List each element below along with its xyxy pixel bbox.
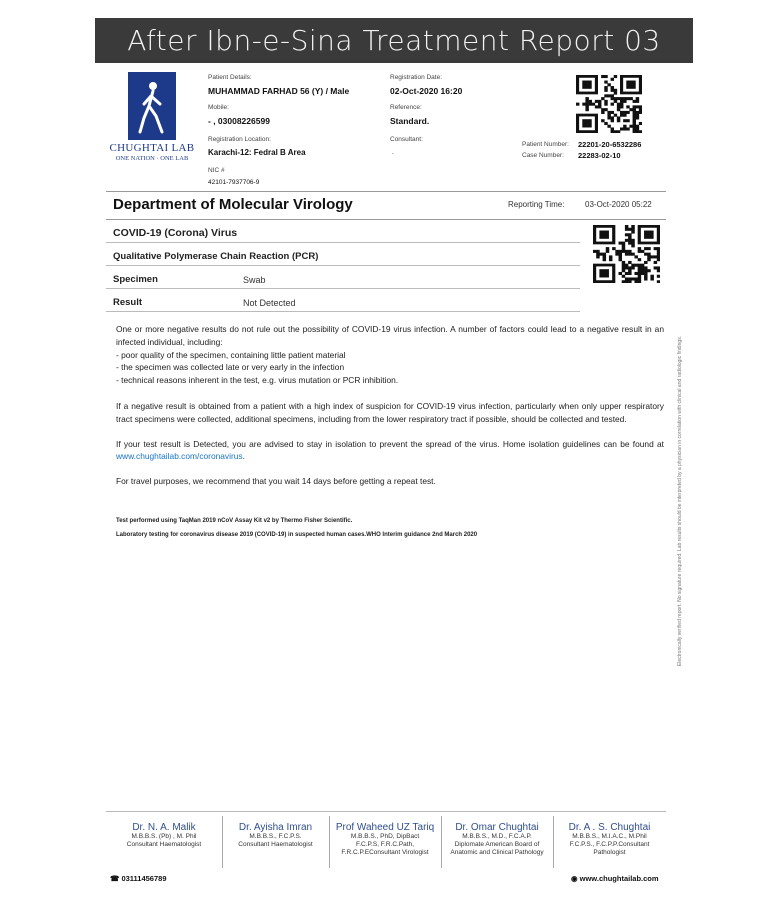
doctor-1-qual-1: M.B.B.S. (Pb) , M. Phil bbox=[131, 833, 197, 840]
interpretation-bullet-2: - the specimen was collected late or very early in the infection bbox=[116, 362, 345, 373]
patient-details-label: Patient Details: bbox=[208, 74, 252, 81]
website-url: www.chughtailab.com bbox=[579, 874, 659, 883]
test-method-row bbox=[106, 244, 580, 266]
phone-icon: ☎ bbox=[110, 874, 122, 883]
doctor-3-qual-1: M.B.B.S., PhD, DipBact bbox=[350, 833, 420, 840]
nic-value: 42101-7937706-9 bbox=[208, 179, 260, 186]
doctor-1-name: Dr. N. A. Malik bbox=[132, 822, 196, 833]
doctor-2-qual-2: Consultant Haematologist bbox=[238, 841, 313, 848]
doctor-3-qual-3: F.R.C.P.EConsultant Virologist bbox=[341, 849, 429, 856]
patient-number: 22201-20-6532286 bbox=[578, 140, 642, 149]
department-bottom-divider bbox=[106, 219, 666, 220]
result-row bbox=[106, 290, 580, 312]
department-top-divider bbox=[106, 191, 666, 192]
doctor-4-qual-2: Diplomate American Board of bbox=[454, 841, 540, 848]
case-number: 22283-02-10 bbox=[578, 151, 621, 160]
mobile-label: Mobile: bbox=[208, 104, 229, 111]
consultant-value: . bbox=[392, 149, 394, 156]
doctor-2-name: Dr. Ayisha Imran bbox=[238, 822, 313, 833]
interpretation-para-2: If a negative result is obtained from a patient with a high index of suspicion for COVID-19 virus infection, particularly when only upper respiratory tract specimens were collected, additional specimens, including from the lower respiratory tract if possible, should be collected and tested. bbox=[116, 400, 664, 424]
doctor-1-qual-2: Consultant Haematologist bbox=[126, 841, 202, 848]
interpretation-para-1 bbox=[116, 323, 664, 387]
interpretation-bullet-3: - technical reasons inherent in the test, e.g. virus mutation or PCR inhibition. bbox=[116, 375, 399, 386]
logo-emblem bbox=[128, 72, 176, 140]
doctor-3 bbox=[329, 822, 441, 857]
reporting-time-label: Reporting Time: bbox=[508, 200, 565, 209]
reference-value: Standard. bbox=[390, 116, 430, 126]
registration-date: 02-Oct-2020 16:20 bbox=[390, 86, 463, 96]
who-guidance-note: Laboratory testing for coronavirus disease 2019 (COVID-19) in suspected human cases.WHO Interim guidance 2nd March 2020 bbox=[116, 532, 478, 538]
result-value: Not Detected bbox=[243, 298, 296, 308]
lab-name: CHUGHTAI LAB bbox=[109, 142, 195, 154]
doctor-2 bbox=[222, 822, 329, 849]
doctor-1 bbox=[106, 822, 222, 849]
registration-date-label: Registration Date: bbox=[390, 74, 443, 81]
doctor-5-qual-2: F.C.P.S., F.C.P.P.Consultant bbox=[569, 841, 650, 848]
consultant-label: Consultant: bbox=[390, 136, 423, 143]
assay-note: Test performed using TaqMan 2019 nCoV Assay Kit v2 by Thermo Fisher Scientific. bbox=[116, 518, 353, 524]
nic-label: NIC # bbox=[208, 167, 225, 174]
doctor-4-qual-3: Anatomic and Clinical Pathology bbox=[450, 849, 544, 856]
footer-divider bbox=[106, 811, 666, 812]
side-note-text: Electronically verified report. No signature required. Lab results should be interpreted by a physician in correlation with clinical and radiologic findings. bbox=[677, 335, 683, 667]
qr-code-result bbox=[593, 225, 660, 283]
doctor-5-qual-1: M.B.B.S., M.I.A.C., M.Phil bbox=[572, 833, 647, 840]
specimen-value: Swab bbox=[243, 275, 266, 285]
test-name: COVID-19 (Corona) Virus bbox=[113, 227, 238, 239]
test-name-row bbox=[106, 221, 580, 243]
doctor-4-qual-1: M.B.B.S., M.D., F.C.A.P. bbox=[462, 833, 532, 840]
specimen-row bbox=[106, 267, 580, 289]
lab-logo bbox=[106, 70, 198, 170]
interpretation-text bbox=[116, 323, 664, 500]
mobile-value: - , 03008226599 bbox=[208, 116, 270, 126]
patient-number-label: Patient Number: bbox=[522, 141, 569, 148]
reporting-time: 03-Oct-2020 05:22 bbox=[585, 200, 652, 209]
doctor-3-name: Prof Waheed UZ Tariq bbox=[335, 822, 435, 833]
doctor-4 bbox=[441, 822, 553, 857]
location-value: Karachi-12: Fedral B Area bbox=[208, 148, 306, 157]
location-label: Registration Location: bbox=[208, 136, 271, 143]
test-method: Qualitative Polymerase Chain Reaction (PCR) bbox=[113, 251, 319, 262]
footer-website[interactable] bbox=[571, 874, 659, 883]
footer-phone bbox=[110, 874, 167, 883]
isolation-text: If your test result is Detected, you are advised to stay in isolation to prevent the spread of the virus. Home isolation guidelines can be found at bbox=[116, 438, 664, 449]
result-label: Result bbox=[113, 297, 143, 308]
doctor-5-qual-3: Pathologist bbox=[593, 849, 626, 856]
phone-number: 03111456789 bbox=[121, 874, 167, 883]
case-number-label: Case Number: bbox=[522, 152, 564, 159]
interpretation-p1: One or more negative results do not rule out the possibility of COVID-19 virus infection. A number of factors could lead to a negative result in an infected individual, including: bbox=[116, 324, 664, 347]
coronavirus-link[interactable]: www.chughtailab.com/coronavirus bbox=[116, 451, 243, 462]
qr-code-top bbox=[576, 75, 642, 133]
department-title: Department of Molecular Virology bbox=[113, 196, 353, 213]
interpretation-para-3: If your test result is Detected, you are advised to stay in isolation to prevent the spread of the virus. Home isolation guidelines can be found at www.chughtailab.com/coronavirus. bbox=[116, 438, 664, 462]
interpretation-para-4: For travel purposes, we recommend that you wait 14 days before getting a repeat test. bbox=[116, 476, 436, 487]
interpretation-bullet-1: - poor quality of the specimen, containing little patient material bbox=[116, 349, 346, 360]
lab-tagline: ONE NATION · ONE LAB bbox=[115, 155, 189, 162]
report-banner-title: After Ibn-e-Sina Treatment Report 03 bbox=[95, 18, 693, 63]
reference-label: Reference: bbox=[390, 104, 422, 111]
specimen-label: Specimen bbox=[113, 274, 158, 285]
doctor-3-qual-2: F.C.P.S, F.R.C.Path, bbox=[355, 841, 415, 848]
doctor-5-name: Dr. A . S. Chughtai bbox=[568, 822, 651, 833]
side-verification-note bbox=[671, 295, 683, 713]
globe-icon: ◉ bbox=[571, 874, 580, 883]
doctor-4-name: Dr. Omar Chughtai bbox=[455, 822, 539, 833]
doctor-5 bbox=[553, 822, 666, 857]
doctor-2-qual-1: M.B.B.S., F.C.P.S. bbox=[249, 833, 302, 840]
patient-name: MUHAMMAD FARHAD 56 (Y) / Male bbox=[208, 86, 350, 96]
